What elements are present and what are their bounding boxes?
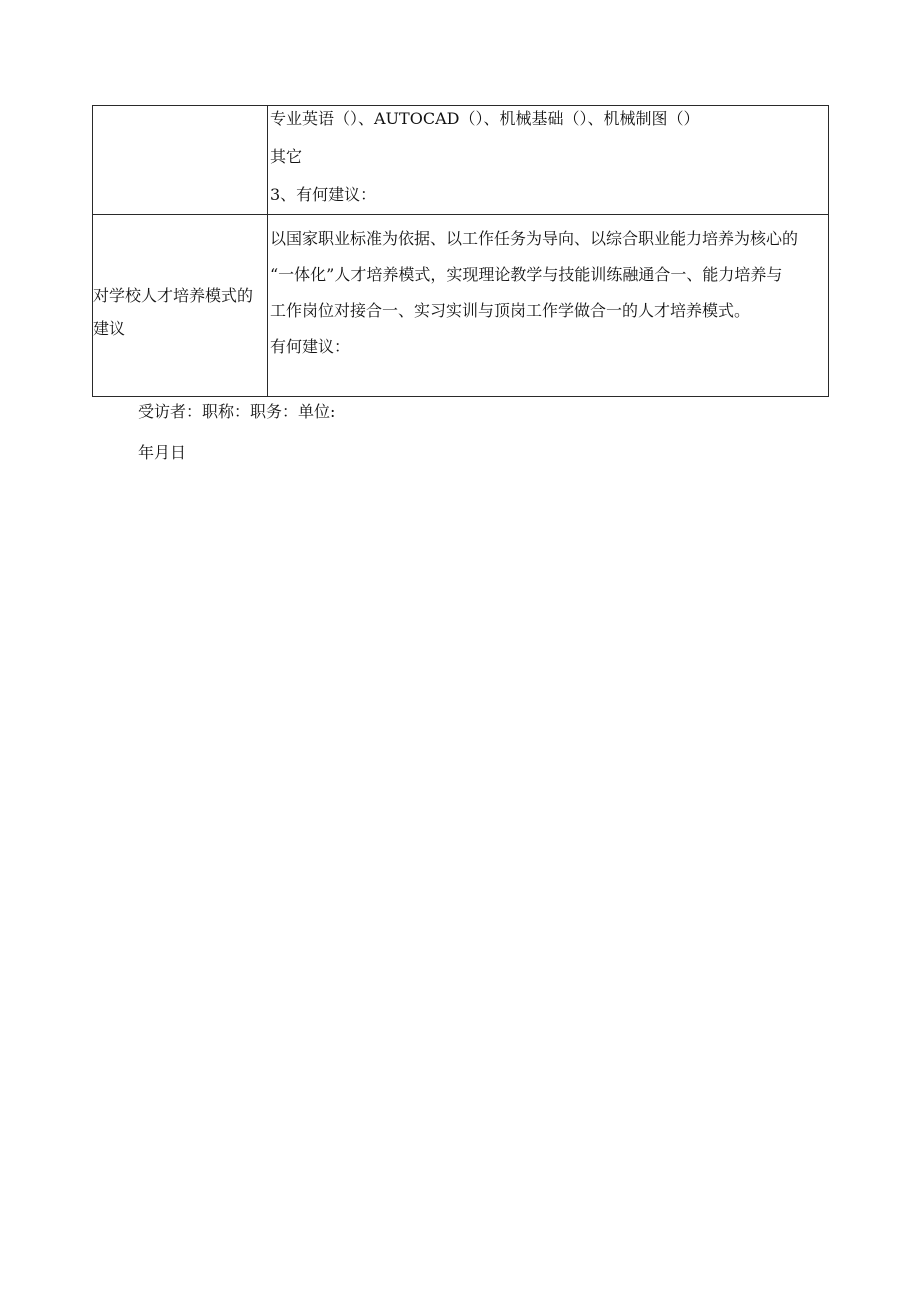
model-description-line2: “一体化”人才培养模式，实现理论教学与技能训练融通合一、能力培养与	[270, 265, 783, 284]
interviewee-info: 受访者：职称：职务：单位:	[138, 402, 336, 421]
training-model-label: 对学校人才培养模式的建议	[93, 285, 254, 338]
spacer	[270, 284, 828, 302]
survey-table	[92, 105, 829, 397]
suggestion-prompt-3: 3、有何建议：	[270, 185, 377, 204]
date-line: 年月日	[138, 443, 187, 462]
spacer	[270, 248, 828, 266]
row1-right-cell	[268, 106, 829, 215]
model-description-line3: 工作岗位对接合一、实习实训与顶岗工作学做合一的人才培养模式。	[270, 301, 751, 320]
row2-right-cell	[268, 215, 829, 397]
row2-left-cell	[93, 215, 268, 397]
course-options-text: 专业英语（）、AUTOCAD（）、机械基础（）、机械制图（）	[270, 109, 700, 128]
spacer	[270, 166, 828, 185]
suggestion-prompt: 有何建议：	[270, 337, 351, 356]
spacer	[270, 320, 828, 338]
table-row	[93, 106, 829, 215]
table-row	[93, 215, 829, 397]
spacer	[270, 128, 828, 147]
model-description-line1: 以国家职业标准为依据、以工作任务为导向、以综合职业能力培养为核心的	[270, 229, 799, 248]
row1-left-cell	[93, 106, 268, 215]
other-label: 其它	[270, 147, 303, 166]
